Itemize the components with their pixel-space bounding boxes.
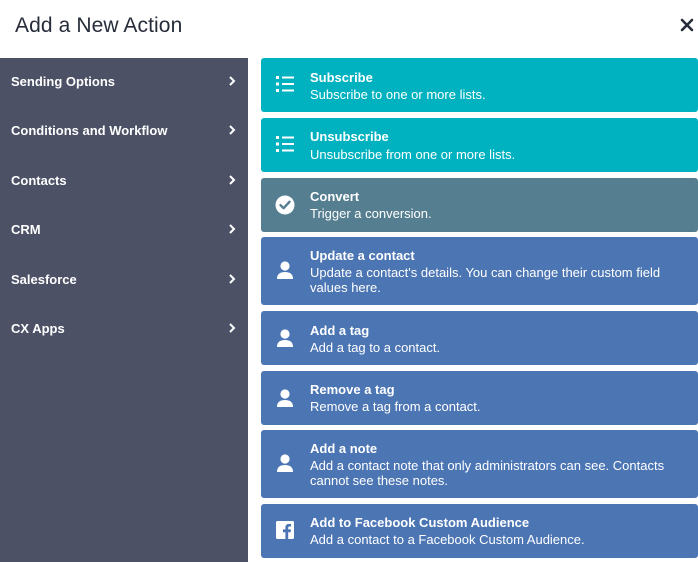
person-icon [275, 388, 295, 408]
action-add-a-note[interactable] [261, 430, 698, 498]
action-add-a-tag[interactable] [261, 311, 698, 365]
action-title: Unsubscribe [310, 129, 389, 144]
person-icon [275, 328, 295, 348]
checkmark-circle-icon [275, 195, 295, 215]
chevron-right-icon [228, 223, 236, 235]
close-icon [676, 14, 698, 36]
action-title: Add a note [310, 441, 378, 456]
category-sidebar [0, 58, 248, 562]
action-description: Remove a tag from a contact. [310, 399, 481, 414]
action-description: Trigger a conversion. [310, 206, 432, 221]
action-update-a-contact[interactable] [261, 237, 698, 305]
sidebar-item-contacts[interactable] [0, 161, 248, 201]
action-description: Add a contact to a Facebook Custom Audience. [310, 532, 585, 547]
action-description: Update a contact's details. You can change their custom field values here. [310, 265, 661, 295]
sidebar-item-label: Contacts [11, 173, 67, 188]
sidebar-item-label: CRM [11, 222, 41, 237]
action-description: Unsubscribe from one or more lists. [310, 147, 516, 162]
sidebar-item-cx-apps[interactable] [0, 309, 248, 349]
chevron-right-icon [228, 322, 236, 334]
list-icon [275, 134, 295, 154]
action-title: Remove a tag [310, 382, 395, 397]
action-subscribe[interactable] [261, 58, 698, 112]
chevron-right-icon [228, 174, 236, 186]
action-title: Add to Facebook Custom Audience [310, 515, 530, 530]
sidebar-item-label: Salesforce [11, 272, 77, 287]
chevron-right-icon [228, 273, 236, 285]
facebook-icon [275, 520, 295, 540]
action-unsubscribe[interactable] [261, 118, 698, 172]
sidebar-item-crm[interactable] [0, 210, 248, 250]
sidebar-item-label: CX Apps [11, 321, 65, 336]
action-title: Update a contact [310, 248, 415, 263]
action-convert[interactable] [261, 178, 698, 232]
action-description: Subscribe to one or more lists. [310, 87, 486, 102]
close-button[interactable] [676, 14, 698, 36]
sidebar-item-conditions-and-workflow[interactable] [0, 111, 248, 151]
action-title: Convert [310, 189, 360, 204]
sidebar-item-label: Sending Options [11, 74, 115, 89]
sidebar-item-label: Conditions and Workflow [11, 123, 168, 138]
action-description: Add a tag to a contact. [310, 340, 441, 355]
person-icon [275, 260, 295, 280]
sidebar-item-salesforce[interactable] [0, 260, 248, 300]
action-description: Add a contact note that only administrators can see. Contacts cannot see these notes. [310, 458, 665, 488]
action-title: Add a tag [310, 323, 370, 338]
chevron-right-icon [228, 124, 236, 136]
sidebar-item-sending-options[interactable] [0, 62, 248, 102]
action-remove-a-tag[interactable] [261, 371, 698, 425]
action-add-to-facebook-custom-audience[interactable] [261, 504, 698, 558]
chevron-right-icon [228, 75, 236, 87]
modal-title: Add a New Action [15, 14, 183, 37]
action-list [248, 58, 698, 562]
action-title: Subscribe [310, 70, 373, 85]
modal-header [0, 0, 698, 58]
list-icon [275, 74, 295, 94]
person-icon [275, 453, 295, 473]
